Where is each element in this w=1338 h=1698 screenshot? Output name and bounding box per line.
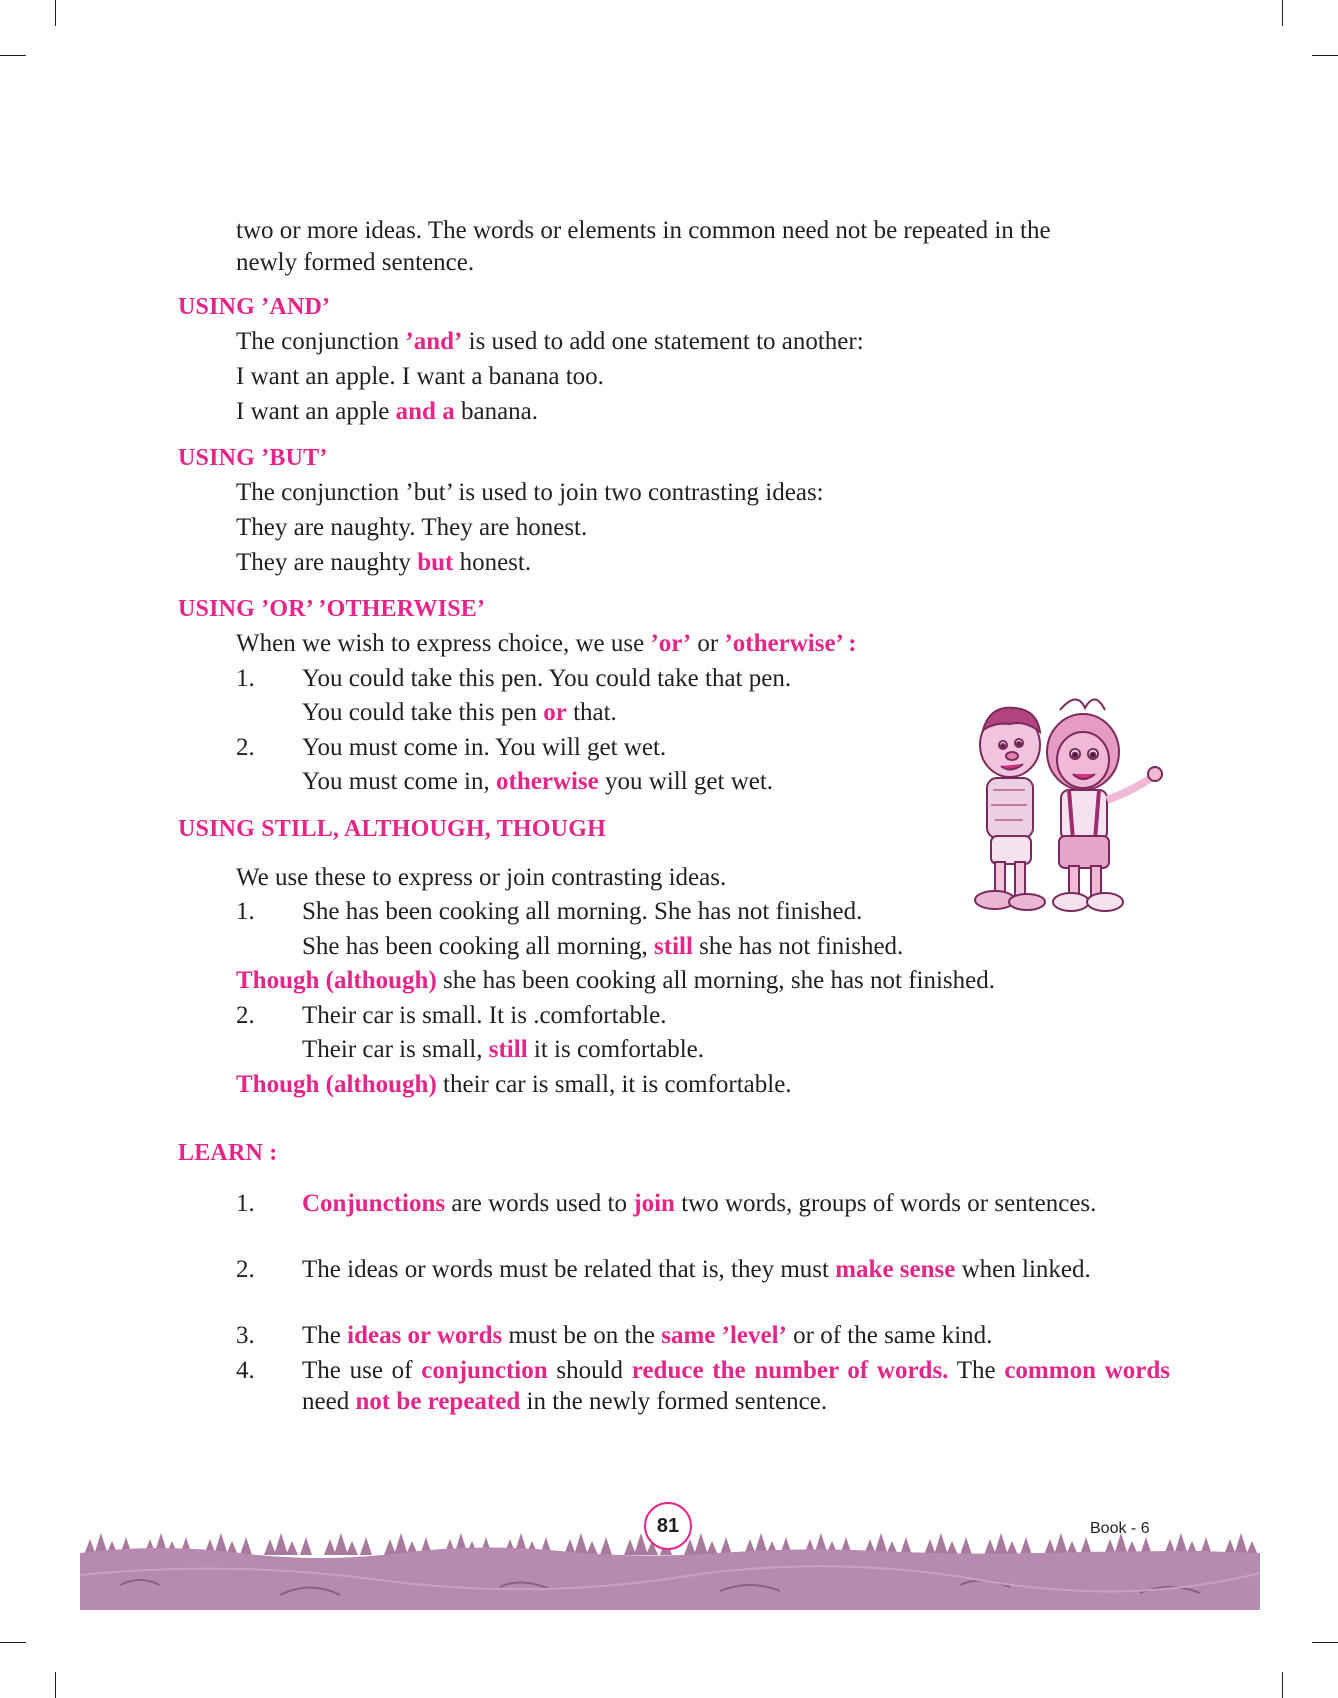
or-item-2-combined: You must come in, otherwise you will get wet. xyxy=(302,768,774,795)
crop-mark xyxy=(0,55,26,56)
crop-mark xyxy=(1312,1642,1338,1643)
learn-item-3: The ideas or words must be on the same ’level’ or of the same kind. xyxy=(302,1322,993,1349)
or-intro: When we wish to express choice, we use ’or’ or ’otherwise’ : xyxy=(236,630,857,657)
learn-item-1-num: 1. xyxy=(236,1190,255,1217)
learn-item-2-num: 2. xyxy=(236,1256,255,1283)
learn-item-3-num: 3. xyxy=(236,1322,255,1349)
crop-mark xyxy=(55,0,56,26)
and-line-3: I want an apple and a banana. xyxy=(236,398,539,425)
heading-using-and: USING ’AND’ xyxy=(178,294,331,320)
learn-item-2: The ideas or words must be related that is, they must make sense when linked. xyxy=(302,1256,1091,1283)
and-line-2: I want an apple. I want a banana too. xyxy=(236,363,604,390)
crop-mark xyxy=(1282,0,1283,26)
heading-learn: LEARN : xyxy=(178,1140,278,1166)
kids-illustration xyxy=(965,690,1165,915)
page-number: 81 xyxy=(644,1502,692,1550)
heading-using-still-although-though: USING STILL, ALTHOUGH, THOUGH xyxy=(178,816,606,842)
but-line-1: The conjunction ’but’ is used to join two contrasting ideas: xyxy=(236,479,824,506)
intro-line-2: newly formed sentence. xyxy=(236,249,475,276)
boy-figure xyxy=(975,708,1045,910)
crop-mark xyxy=(0,1642,26,1643)
crop-mark xyxy=(1282,1672,1283,1698)
learn-item-1: Conjunctions are words used to join two words, groups of words or sentences. xyxy=(302,1190,1097,1217)
but-line-3: They are naughty but honest. xyxy=(236,549,532,576)
heading-using-or-otherwise: USING ’OR’ ’OTHERWISE’ xyxy=(178,596,486,622)
still-intro: We use these to express or join contrasting ideas. xyxy=(236,864,727,891)
still-item-1-combined: She has been cooking all morning, still she has not finished. xyxy=(302,933,904,960)
heading-using-but: USING ’BUT’ xyxy=(178,445,328,471)
intro-line-1: two or more ideas. The words or elements in common need not be repeated in the xyxy=(236,217,1051,244)
crop-mark xyxy=(1312,55,1338,56)
and-line-1: The conjunction ’and’ is used to add one statement to another: xyxy=(236,328,864,355)
learn-item-4: The use of conjunction should reduce the number of words. The common words need not be repeated in the newly formed sentence. xyxy=(302,1357,1170,1415)
but-line-2: They are naughty. They are honest. xyxy=(236,514,588,541)
or-item-1-combined: You could take this pen or that. xyxy=(302,699,617,726)
crop-mark xyxy=(55,1672,56,1698)
learn-item-4-num: 4. xyxy=(236,1357,255,1384)
still-item-2-combined: Their car is small, still it is comfortable. xyxy=(302,1036,704,1063)
still-item-1-though: Though (although) she has been cooking all morning, she has not finished. xyxy=(236,967,996,994)
still-item-2-though: Though (although) their car is small, it is comfortable. xyxy=(236,1071,792,1098)
girl-figure xyxy=(1047,699,1162,911)
